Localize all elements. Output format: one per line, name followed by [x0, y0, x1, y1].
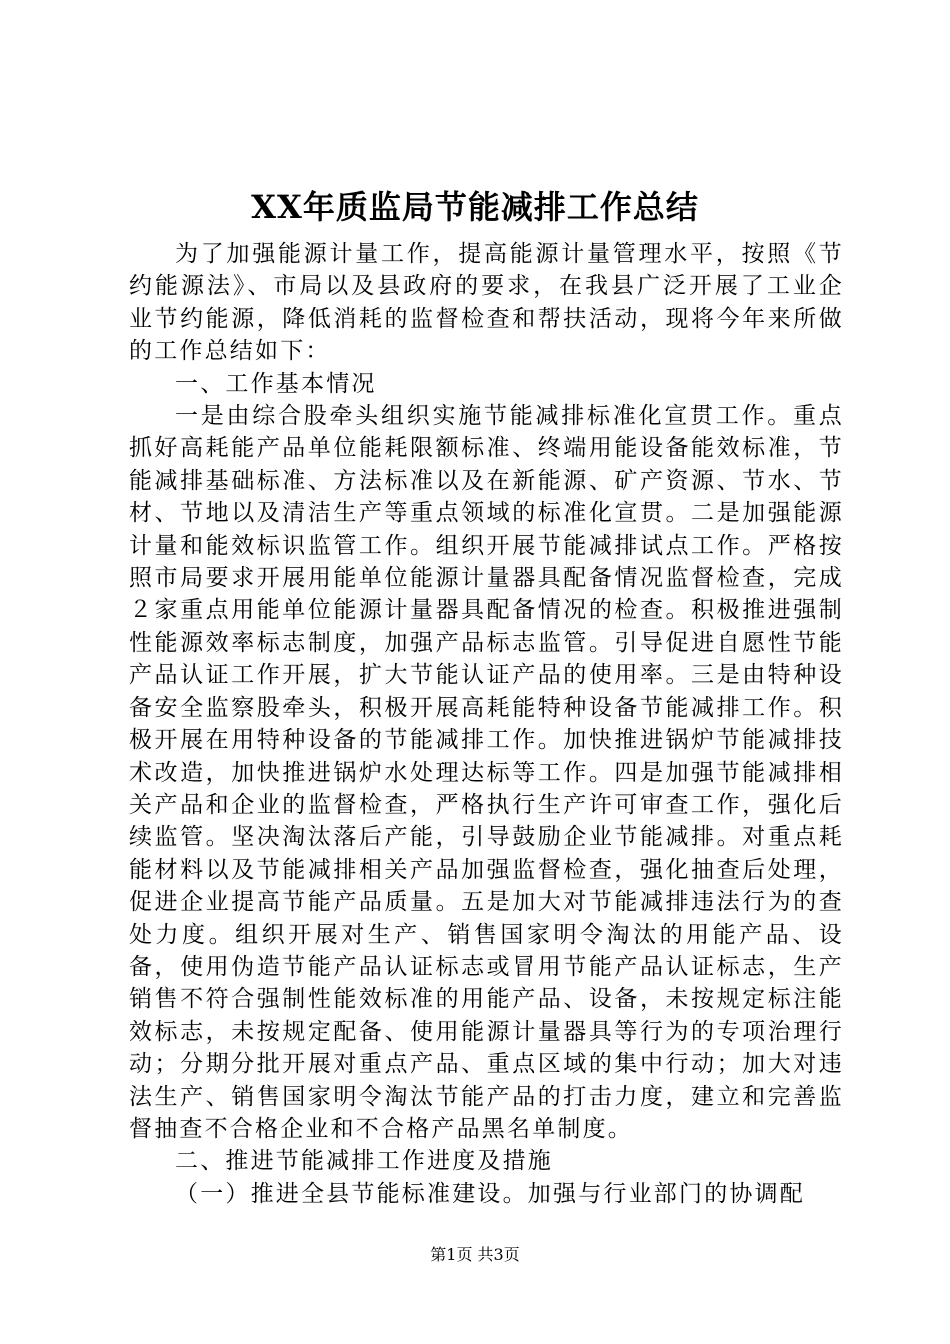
- document-body: [129, 238, 844, 1210]
- section-heading-2: 二、推进节能减排工作进度及措施: [175, 1148, 553, 1175]
- section-heading-1: 一、工作基本情况: [175, 370, 377, 397]
- paragraph-section-1: 一是由综合股牵头组织实施节能减排标准化宣贯工作。重点抓好高耗能产品单位能耗限额标准、终端用能设备能效标准，节能减排基础标准、方法标准以及在新能源、矿产资源、节水、节材、节地以及清洁生产等重点领域的标准化宣贯。二是加强能源计量和能效标识监管工作。组织开展节能减排试点工作。严格按照市局要求开展用能单位能源计量器具配备情况监督检查，完成２家重点用能单位能源计量器具配备情况的检查。积极推进强制性能源效率标志制度，加强产品标志监管。引导促进自愿性节能产品认证工作开展，扩大节能认证产品的使用率。三是由特种设备安全监察股牵头，积极开展高耗能特种设备节能减排工作。积极开展在用特种设备的节能减排工作。加快推进锅炉节能减排技术改造，加快推进锅炉水处理达标等工作。四是加强节能减排相关产品和企业的监督检查，严格执行生产许可审查工作，强化后续监管。坚决淘汰落后产能，引导鼓励企业节能减排。对重点耗能材料以及节能减排相关产品加强监督检查，强化抽查后处理，促进企业提高节能产品质量。五是加大对节能减排违法行为的查处力度。组织开展对生产、销售国家明令淘汰的用能产品、设备，使用伪造节能产品认证标志或冒用节能产品认证标志，生产销售不符合强制性能效标准的用能产品、设备，未按规定标注能效标志，未按规定配备、使用能源计量器具等行为的专项治理行动；分期分批开展对重点产品、重点区域的集中行动；加大对违法生产、销售国家明令淘汰节能产品的打击力度，建立和完善监督抽查不合格企业和不合格产品黑名单制度。: [129, 403, 844, 1142]
- document-title: XX年质监局节能减排工作总结: [251, 188, 699, 226]
- paragraph-section-2-start: （一）推进全县节能标准建设。加强与行业部门的协调配: [175, 1180, 805, 1207]
- paragraph-intro: 为了加强能源计量工作，提高能源计量管理水平，按照《节约能源法》、市局以及县政府的要求，在我县广泛开展了工业企业节约能源，降低消耗的监督检查和帮扶活动，现将今年来所做的工作总结如下：: [129, 241, 844, 365]
- page-footer: 第1页 共3页: [430, 1245, 520, 1264]
